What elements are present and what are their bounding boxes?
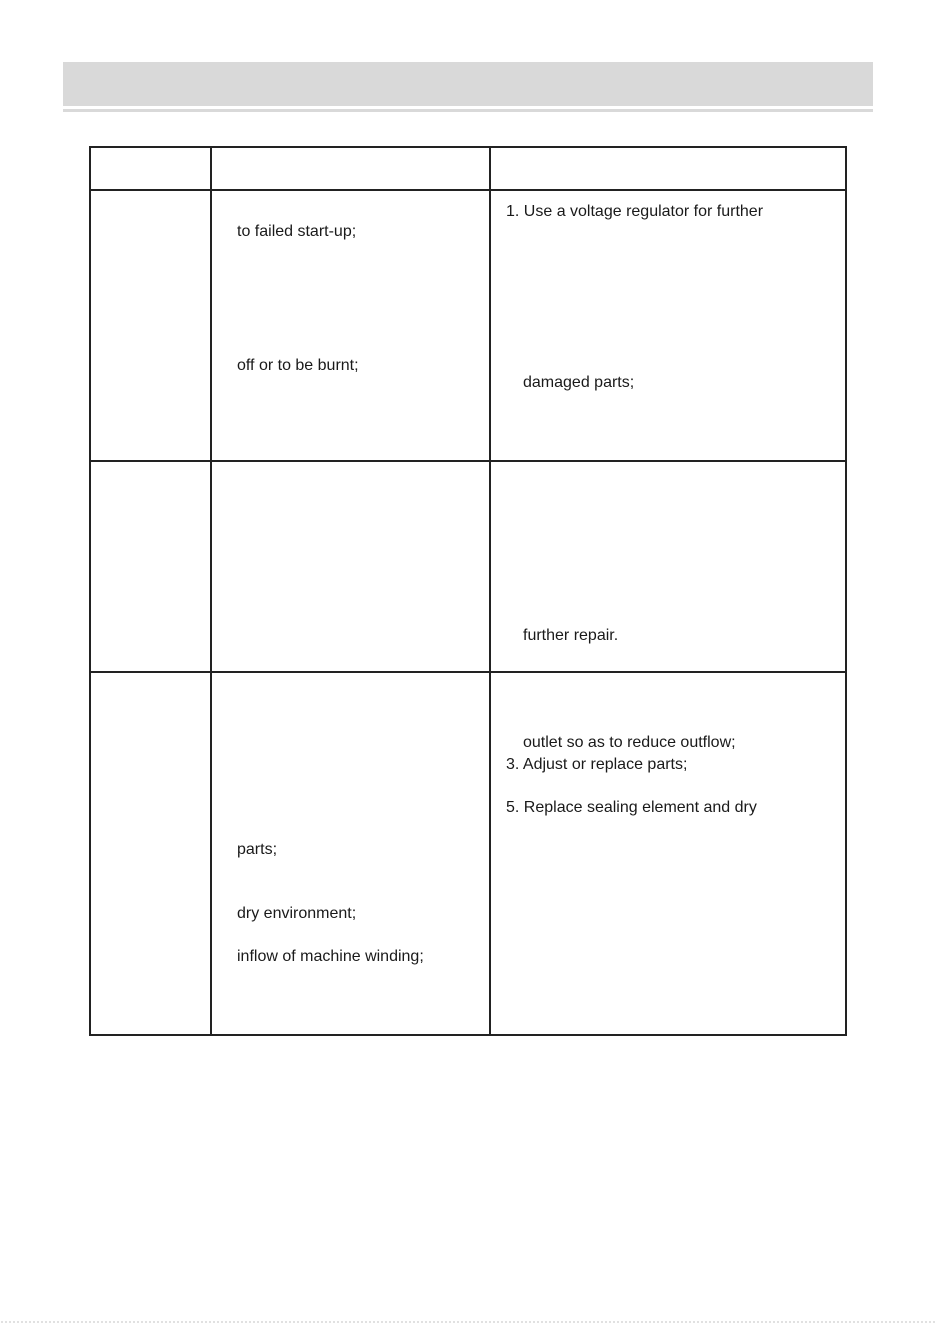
section-header-band	[63, 62, 873, 106]
row-divider-2	[91, 671, 845, 673]
column-divider-1	[210, 148, 212, 1034]
row-divider-1	[91, 460, 845, 462]
section-header-rule	[63, 109, 873, 112]
row1-solution-line: 1. Use a voltage regulator for further	[506, 203, 764, 220]
row3-solution-line: 3. Adjust or replace parts;	[506, 756, 688, 773]
header-row-divider	[91, 189, 845, 191]
row2-solution-line: further repair.	[523, 627, 619, 644]
row3-cause-line: dry environment;	[237, 905, 357, 922]
troubleshooting-table	[89, 146, 847, 1036]
row3-solution-line: outlet so as to reduce outflow;	[523, 734, 736, 751]
row3-cause-line: parts;	[237, 841, 278, 858]
page-bottom-dotted-edge	[0, 1321, 937, 1323]
row1-cause-line: to failed start-up;	[237, 223, 357, 240]
column-divider-2	[489, 148, 491, 1034]
row3-solution-line: 5. Replace sealing element and dry	[506, 799, 757, 816]
row3-cause-line: inflow of machine winding;	[237, 948, 424, 965]
row1-solution-line: damaged parts;	[523, 374, 635, 391]
row1-cause-line: off or to be burnt;	[237, 357, 359, 374]
